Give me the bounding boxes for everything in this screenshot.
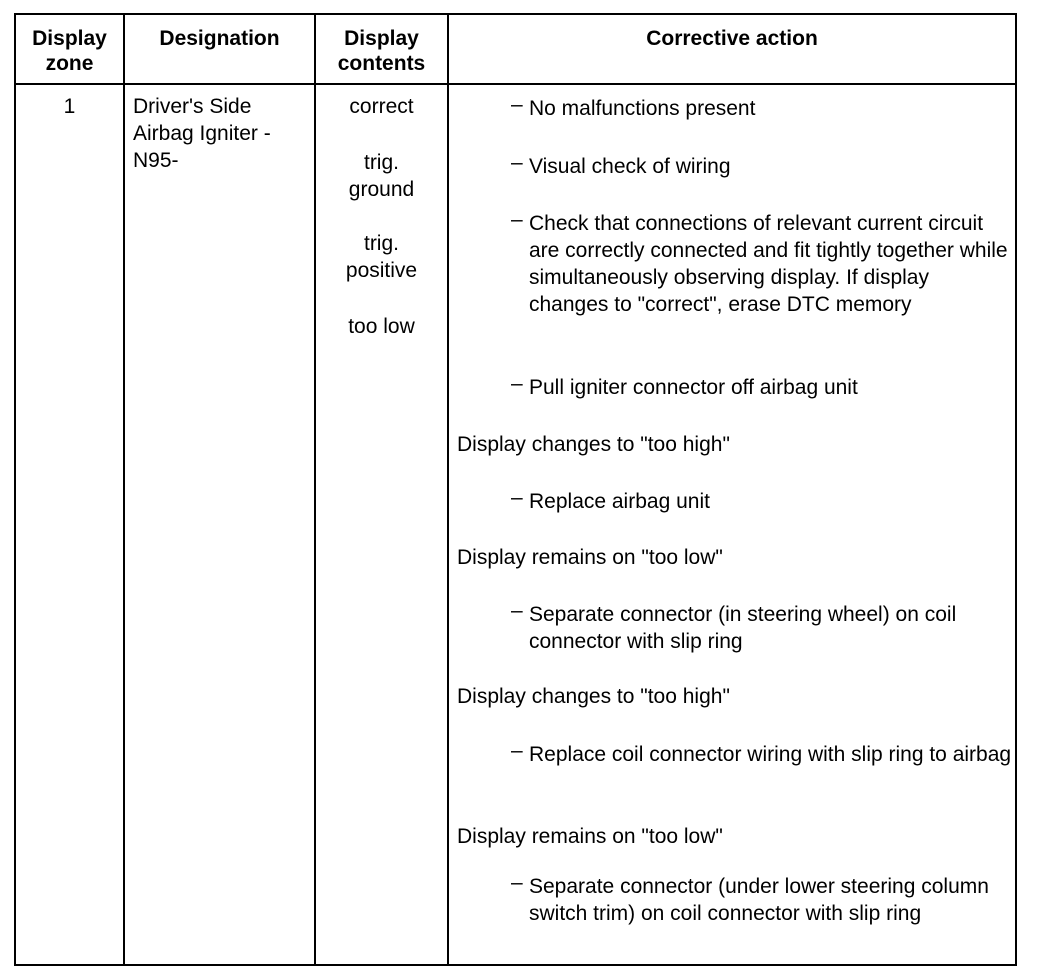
display-content-item: too low: [348, 315, 415, 338]
column-divider: [123, 15, 125, 964]
display-content-item: trig. positive: [345, 232, 418, 282]
zone-number: 1: [63, 95, 76, 118]
header-divider: [16, 83, 1015, 85]
condition-text: Display remains on "too low": [457, 546, 723, 569]
header-designation: Designation: [159, 27, 280, 50]
condition-text: Display remains on "too low": [457, 825, 723, 848]
condition-text: Display changes to "too high": [457, 433, 730, 456]
condition-text: Display changes to "too high": [457, 685, 730, 708]
column-divider: [447, 15, 449, 964]
designation-text: Driver's Side Airbag Igniter - N95-: [133, 95, 271, 172]
header-display-zone: Display zone: [32, 27, 107, 75]
display-content-item: correct: [349, 95, 414, 118]
header-display-contents: Display contents: [337, 27, 426, 75]
display-content-item: trig. ground: [348, 151, 415, 201]
diagnostic-table: Display zone Designation Display contents Corrective action 1 Driver's Side Airbag Igniter - N95- correct trig. ground trig. positive too low – No malfunctions present – Visual check of wiring – Check that connections of relevant current circuit are correctly connected and fit tightly together while simultaneously observing display. If display changes to "correct", erase DTC memory – Pull igniter connector off airbag unit Display changes to "too high" – Replace airbag unit Display remains on "too low" – Separate connector (in steering wheel) on coil connector with slip ring Display changes to "too high" – Replace coil connector wiring with slip ring to airbag Display remains on "too low" – Separate connector (under lower steering column switch trim) on coil connector with slip ring: [14, 13, 1017, 966]
column-divider: [314, 15, 316, 964]
header-corrective-action: Corrective action: [646, 27, 818, 50]
